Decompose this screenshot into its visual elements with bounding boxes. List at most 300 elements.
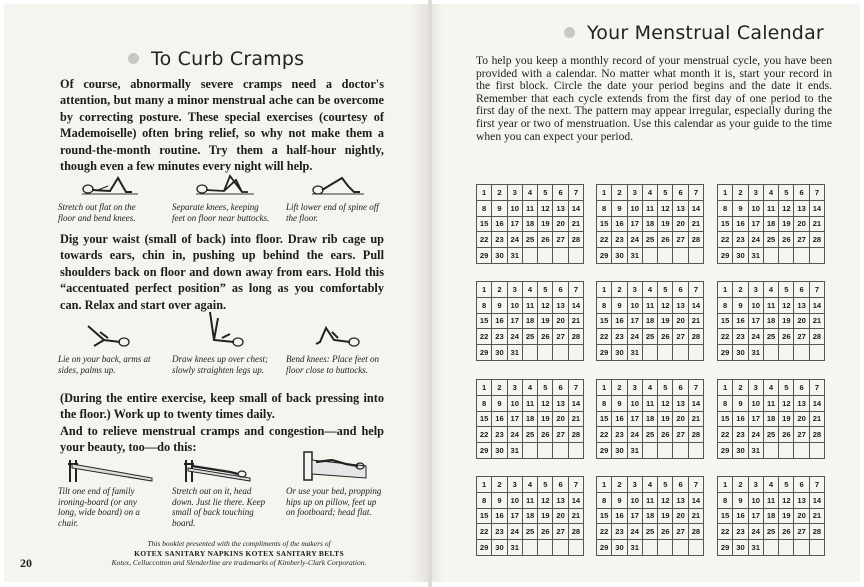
calendar-day-cell[interactable]: 8 xyxy=(477,297,492,313)
calendar-day-cell[interactable]: 1 xyxy=(718,185,733,201)
calendar-day-cell[interactable]: 13 xyxy=(673,200,688,216)
calendar-day-cell[interactable]: 26 xyxy=(538,524,553,540)
calendar-day-cell[interactable]: 15 xyxy=(477,411,492,427)
calendar-day-cell[interactable]: 27 xyxy=(673,524,688,540)
calendar-day-cell[interactable]: 31 xyxy=(627,345,642,361)
calendar-day-cell[interactable]: 21 xyxy=(568,313,583,329)
calendar-day-cell[interactable]: 27 xyxy=(553,427,568,443)
calendar-day-cell[interactable]: 30 xyxy=(612,540,627,556)
calendar-day-cell[interactable] xyxy=(568,540,583,556)
calendar-day-cell[interactable]: 28 xyxy=(809,329,824,345)
calendar-day-cell[interactable]: 16 xyxy=(492,411,507,427)
calendar-day-cell[interactable]: 2 xyxy=(612,185,627,201)
calendar-day-cell[interactable]: 15 xyxy=(477,216,492,232)
calendar-day-cell[interactable]: 30 xyxy=(492,540,507,556)
calendar-day-cell[interactable]: 5 xyxy=(658,185,673,201)
calendar-day-cell[interactable]: 12 xyxy=(658,492,673,508)
calendar-day-cell[interactable]: 6 xyxy=(794,282,809,298)
calendar-day-cell[interactable]: 28 xyxy=(809,232,824,248)
calendar-day-cell[interactable]: 24 xyxy=(627,329,642,345)
calendar-day-cell[interactable]: 31 xyxy=(507,248,522,264)
calendar-day-cell[interactable]: 29 xyxy=(477,345,492,361)
calendar-day-cell[interactable]: 12 xyxy=(779,200,794,216)
calendar-day-cell[interactable] xyxy=(673,345,688,361)
calendar-day-cell[interactable]: 26 xyxy=(658,524,673,540)
calendar-day-cell[interactable]: 13 xyxy=(794,395,809,411)
calendar-day-cell[interactable] xyxy=(794,540,809,556)
calendar-day-cell[interactable]: 15 xyxy=(597,313,612,329)
calendar-day-cell[interactable]: 24 xyxy=(507,232,522,248)
calendar-day-cell[interactable]: 10 xyxy=(748,492,763,508)
calendar-day-cell[interactable]: 22 xyxy=(597,232,612,248)
calendar-day-cell[interactable]: 29 xyxy=(718,540,733,556)
calendar-day-cell[interactable]: 21 xyxy=(809,313,824,329)
calendar-day-cell[interactable]: 17 xyxy=(507,313,522,329)
calendar-day-cell[interactable]: 16 xyxy=(492,508,507,524)
calendar-day-cell[interactable]: 1 xyxy=(597,282,612,298)
calendar-day-cell[interactable]: 7 xyxy=(809,477,824,493)
calendar-day-cell[interactable]: 14 xyxy=(688,395,703,411)
calendar-day-cell[interactable]: 13 xyxy=(673,492,688,508)
calendar-day-cell[interactable]: 25 xyxy=(763,427,778,443)
calendar-day-cell[interactable]: 7 xyxy=(688,185,703,201)
calendar-day-cell[interactable]: 18 xyxy=(522,411,537,427)
calendar-day-cell[interactable]: 26 xyxy=(658,329,673,345)
calendar-day-cell[interactable]: 21 xyxy=(809,508,824,524)
calendar-day-cell[interactable]: 12 xyxy=(538,492,553,508)
calendar-day-cell[interactable]: 19 xyxy=(658,313,673,329)
calendar-day-cell[interactable]: 1 xyxy=(718,380,733,396)
calendar-day-cell[interactable]: 6 xyxy=(794,477,809,493)
calendar-day-cell[interactable]: 6 xyxy=(553,380,568,396)
calendar-day-cell[interactable]: 28 xyxy=(568,524,583,540)
calendar-day-cell[interactable] xyxy=(809,248,824,264)
calendar-day-cell[interactable]: 6 xyxy=(553,477,568,493)
calendar-day-cell[interactable]: 28 xyxy=(568,329,583,345)
calendar-day-cell[interactable]: 7 xyxy=(809,282,824,298)
calendar-day-cell[interactable]: 29 xyxy=(477,443,492,459)
calendar-day-cell[interactable]: 4 xyxy=(642,380,657,396)
calendar-day-cell[interactable]: 14 xyxy=(568,297,583,313)
calendar-day-cell[interactable]: 7 xyxy=(809,185,824,201)
calendar-day-cell[interactable]: 4 xyxy=(763,477,778,493)
calendar-day-cell[interactable]: 12 xyxy=(538,297,553,313)
calendar-day-cell[interactable]: 22 xyxy=(718,524,733,540)
calendar-day-cell[interactable]: 4 xyxy=(522,185,537,201)
calendar-day-cell[interactable]: 14 xyxy=(809,297,824,313)
calendar-day-cell[interactable]: 18 xyxy=(763,411,778,427)
calendar-day-cell[interactable]: 16 xyxy=(612,216,627,232)
calendar-day-cell[interactable]: 6 xyxy=(794,380,809,396)
calendar-day-cell[interactable]: 14 xyxy=(688,492,703,508)
calendar-day-cell[interactable]: 10 xyxy=(748,395,763,411)
calendar-day-cell[interactable]: 21 xyxy=(568,411,583,427)
calendar-day-cell[interactable]: 8 xyxy=(597,492,612,508)
calendar-day-cell[interactable]: 8 xyxy=(477,492,492,508)
calendar-day-cell[interactable] xyxy=(553,540,568,556)
calendar-day-cell[interactable] xyxy=(568,443,583,459)
calendar-day-cell[interactable]: 17 xyxy=(748,508,763,524)
calendar-day-cell[interactable]: 11 xyxy=(763,395,778,411)
calendar-day-cell[interactable]: 30 xyxy=(492,345,507,361)
calendar-day-cell[interactable]: 20 xyxy=(794,313,809,329)
calendar-day-cell[interactable]: 20 xyxy=(794,216,809,232)
calendar-day-cell[interactable]: 9 xyxy=(612,395,627,411)
calendar-day-cell[interactable] xyxy=(658,248,673,264)
calendar-day-cell[interactable]: 9 xyxy=(612,492,627,508)
calendar-day-cell[interactable]: 25 xyxy=(522,232,537,248)
calendar-day-cell[interactable] xyxy=(642,345,657,361)
calendar-day-cell[interactable]: 20 xyxy=(553,313,568,329)
calendar-day-cell[interactable]: 18 xyxy=(522,216,537,232)
calendar-day-cell[interactable]: 17 xyxy=(627,216,642,232)
calendar-day-cell[interactable]: 29 xyxy=(718,345,733,361)
calendar-day-cell[interactable]: 9 xyxy=(492,200,507,216)
calendar-day-cell[interactable]: 10 xyxy=(627,200,642,216)
calendar-day-cell[interactable]: 10 xyxy=(507,200,522,216)
calendar-day-cell[interactable] xyxy=(553,345,568,361)
calendar-day-cell[interactable] xyxy=(673,540,688,556)
calendar-day-cell[interactable]: 15 xyxy=(597,411,612,427)
calendar-day-cell[interactable]: 7 xyxy=(688,282,703,298)
calendar-day-cell[interactable]: 9 xyxy=(612,297,627,313)
calendar-day-cell[interactable] xyxy=(642,248,657,264)
calendar-day-cell[interactable] xyxy=(688,540,703,556)
calendar-day-cell[interactable]: 20 xyxy=(553,411,568,427)
calendar-day-cell[interactable]: 24 xyxy=(507,427,522,443)
calendar-day-cell[interactable]: 31 xyxy=(748,345,763,361)
calendar-day-cell[interactable]: 2 xyxy=(612,380,627,396)
calendar-day-cell[interactable]: 27 xyxy=(673,232,688,248)
calendar-day-cell[interactable] xyxy=(522,540,537,556)
calendar-day-cell[interactable] xyxy=(568,248,583,264)
calendar-day-cell[interactable]: 24 xyxy=(627,232,642,248)
calendar-day-cell[interactable]: 10 xyxy=(748,297,763,313)
calendar-day-cell[interactable]: 16 xyxy=(612,411,627,427)
calendar-day-cell[interactable]: 11 xyxy=(522,395,537,411)
calendar-day-cell[interactable]: 3 xyxy=(627,380,642,396)
calendar-day-cell[interactable]: 4 xyxy=(763,380,778,396)
calendar-day-cell[interactable]: 31 xyxy=(627,443,642,459)
calendar-day-cell[interactable]: 31 xyxy=(748,248,763,264)
calendar-day-cell[interactable]: 18 xyxy=(763,508,778,524)
calendar-day-cell[interactable]: 12 xyxy=(658,395,673,411)
calendar-day-cell[interactable] xyxy=(763,248,778,264)
calendar-day-cell[interactable]: 29 xyxy=(477,540,492,556)
calendar-day-cell[interactable]: 21 xyxy=(568,216,583,232)
calendar-day-cell[interactable]: 26 xyxy=(538,329,553,345)
calendar-day-cell[interactable]: 7 xyxy=(688,477,703,493)
calendar-day-cell[interactable]: 7 xyxy=(688,380,703,396)
calendar-day-cell[interactable]: 31 xyxy=(507,540,522,556)
calendar-day-cell[interactable]: 13 xyxy=(794,200,809,216)
calendar-day-cell[interactable]: 15 xyxy=(718,508,733,524)
calendar-day-cell[interactable]: 16 xyxy=(733,508,748,524)
calendar-day-cell[interactable]: 15 xyxy=(597,216,612,232)
calendar-day-cell[interactable]: 25 xyxy=(642,524,657,540)
calendar-day-cell[interactable]: 17 xyxy=(627,411,642,427)
calendar-day-cell[interactable] xyxy=(538,248,553,264)
calendar-day-cell[interactable]: 7 xyxy=(568,282,583,298)
calendar-day-cell[interactable]: 22 xyxy=(477,427,492,443)
calendar-day-cell[interactable]: 31 xyxy=(507,345,522,361)
calendar-day-cell[interactable]: 14 xyxy=(688,200,703,216)
calendar-day-cell[interactable]: 9 xyxy=(492,395,507,411)
calendar-day-cell[interactable]: 22 xyxy=(597,524,612,540)
calendar-day-cell[interactable]: 28 xyxy=(688,232,703,248)
calendar-day-cell[interactable]: 24 xyxy=(748,232,763,248)
calendar-day-cell[interactable]: 19 xyxy=(658,508,673,524)
calendar-day-cell[interactable]: 16 xyxy=(492,216,507,232)
calendar-day-cell[interactable]: 19 xyxy=(538,216,553,232)
calendar-day-cell[interactable]: 23 xyxy=(612,524,627,540)
calendar-day-cell[interactable]: 24 xyxy=(748,427,763,443)
calendar-day-cell[interactable]: 19 xyxy=(538,313,553,329)
calendar-day-cell[interactable]: 13 xyxy=(794,297,809,313)
calendar-day-cell[interactable]: 16 xyxy=(492,313,507,329)
calendar-day-cell[interactable]: 7 xyxy=(568,477,583,493)
calendar-day-cell[interactable]: 20 xyxy=(794,411,809,427)
calendar-day-cell[interactable]: 16 xyxy=(733,216,748,232)
calendar-day-cell[interactable]: 11 xyxy=(642,297,657,313)
calendar-day-cell[interactable]: 19 xyxy=(538,508,553,524)
calendar-day-cell[interactable]: 23 xyxy=(612,232,627,248)
calendar-day-cell[interactable]: 24 xyxy=(627,427,642,443)
calendar-day-cell[interactable]: 4 xyxy=(763,185,778,201)
calendar-day-cell[interactable]: 18 xyxy=(642,216,657,232)
calendar-day-cell[interactable]: 22 xyxy=(597,427,612,443)
calendar-day-cell[interactable] xyxy=(794,345,809,361)
calendar-day-cell[interactable]: 30 xyxy=(492,443,507,459)
calendar-day-cell[interactable]: 19 xyxy=(779,313,794,329)
calendar-day-cell[interactable]: 23 xyxy=(733,524,748,540)
calendar-day-cell[interactable]: 4 xyxy=(642,282,657,298)
calendar-day-cell[interactable]: 17 xyxy=(627,508,642,524)
calendar-day-cell[interactable]: 25 xyxy=(522,524,537,540)
calendar-day-cell[interactable]: 17 xyxy=(507,411,522,427)
calendar-day-cell[interactable] xyxy=(658,345,673,361)
calendar-day-cell[interactable]: 24 xyxy=(748,329,763,345)
calendar-day-cell[interactable]: 19 xyxy=(538,411,553,427)
calendar-day-cell[interactable]: 12 xyxy=(658,200,673,216)
calendar-day-cell[interactable]: 12 xyxy=(658,297,673,313)
calendar-day-cell[interactable]: 13 xyxy=(553,492,568,508)
calendar-day-cell[interactable]: 1 xyxy=(477,185,492,201)
calendar-day-cell[interactable]: 31 xyxy=(627,540,642,556)
calendar-day-cell[interactable] xyxy=(538,345,553,361)
calendar-day-cell[interactable]: 1 xyxy=(718,477,733,493)
calendar-day-cell[interactable] xyxy=(779,248,794,264)
calendar-day-cell[interactable]: 10 xyxy=(507,492,522,508)
calendar-day-cell[interactable]: 6 xyxy=(553,282,568,298)
calendar-day-cell[interactable]: 20 xyxy=(673,216,688,232)
calendar-day-cell[interactable]: 1 xyxy=(477,477,492,493)
calendar-day-cell[interactable]: 28 xyxy=(809,427,824,443)
calendar-day-cell[interactable]: 21 xyxy=(688,216,703,232)
calendar-day-cell[interactable]: 27 xyxy=(673,427,688,443)
calendar-day-cell[interactable]: 17 xyxy=(748,216,763,232)
calendar-day-cell[interactable]: 22 xyxy=(718,329,733,345)
calendar-day-cell[interactable]: 23 xyxy=(733,427,748,443)
calendar-day-cell[interactable]: 25 xyxy=(763,524,778,540)
calendar-day-cell[interactable]: 13 xyxy=(553,297,568,313)
calendar-day-cell[interactable]: 21 xyxy=(688,411,703,427)
calendar-day-cell[interactable]: 14 xyxy=(568,492,583,508)
calendar-day-cell[interactable]: 14 xyxy=(568,395,583,411)
calendar-day-cell[interactable]: 6 xyxy=(553,185,568,201)
calendar-day-cell[interactable]: 8 xyxy=(718,200,733,216)
calendar-day-cell[interactable]: 20 xyxy=(673,411,688,427)
calendar-day-cell[interactable]: 27 xyxy=(673,329,688,345)
calendar-day-cell[interactable]: 31 xyxy=(748,540,763,556)
calendar-day-cell[interactable]: 20 xyxy=(553,508,568,524)
calendar-day-cell[interactable]: 21 xyxy=(809,216,824,232)
calendar-day-cell[interactable]: 12 xyxy=(779,297,794,313)
calendar-day-cell[interactable]: 3 xyxy=(507,185,522,201)
calendar-day-cell[interactable]: 11 xyxy=(642,200,657,216)
calendar-day-cell[interactable]: 15 xyxy=(718,216,733,232)
calendar-day-cell[interactable]: 4 xyxy=(642,477,657,493)
calendar-day-cell[interactable]: 2 xyxy=(733,477,748,493)
calendar-day-cell[interactable]: 2 xyxy=(492,185,507,201)
calendar-day-cell[interactable]: 5 xyxy=(658,380,673,396)
calendar-day-cell[interactable]: 20 xyxy=(673,508,688,524)
calendar-day-cell[interactable]: 28 xyxy=(568,232,583,248)
calendar-day-cell[interactable]: 24 xyxy=(507,524,522,540)
calendar-day-cell[interactable]: 1 xyxy=(477,282,492,298)
calendar-day-cell[interactable]: 5 xyxy=(779,477,794,493)
calendar-day-cell[interactable]: 30 xyxy=(492,248,507,264)
calendar-day-cell[interactable]: 22 xyxy=(597,329,612,345)
calendar-day-cell[interactable]: 23 xyxy=(492,524,507,540)
calendar-day-cell[interactable]: 10 xyxy=(507,395,522,411)
calendar-day-cell[interactable]: 26 xyxy=(779,232,794,248)
calendar-day-cell[interactable]: 12 xyxy=(779,395,794,411)
calendar-day-cell[interactable]: 20 xyxy=(553,216,568,232)
calendar-day-cell[interactable] xyxy=(522,443,537,459)
calendar-day-cell[interactable]: 23 xyxy=(612,427,627,443)
calendar-day-cell[interactable]: 30 xyxy=(612,443,627,459)
calendar-day-cell[interactable]: 26 xyxy=(779,427,794,443)
calendar-day-cell[interactable]: 30 xyxy=(612,248,627,264)
calendar-day-cell[interactable]: 8 xyxy=(477,200,492,216)
calendar-day-cell[interactable]: 14 xyxy=(809,395,824,411)
calendar-day-cell[interactable]: 2 xyxy=(492,282,507,298)
calendar-day-cell[interactable] xyxy=(658,540,673,556)
calendar-day-cell[interactable]: 21 xyxy=(568,508,583,524)
calendar-day-cell[interactable]: 3 xyxy=(507,282,522,298)
calendar-day-cell[interactable]: 7 xyxy=(809,380,824,396)
calendar-day-cell[interactable]: 6 xyxy=(673,380,688,396)
calendar-day-cell[interactable]: 17 xyxy=(507,508,522,524)
calendar-day-cell[interactable]: 5 xyxy=(538,477,553,493)
calendar-day-cell[interactable] xyxy=(809,443,824,459)
calendar-day-cell[interactable] xyxy=(538,443,553,459)
calendar-day-cell[interactable]: 2 xyxy=(492,477,507,493)
calendar-day-cell[interactable]: 31 xyxy=(748,443,763,459)
calendar-day-cell[interactable] xyxy=(522,248,537,264)
calendar-day-cell[interactable]: 28 xyxy=(688,524,703,540)
calendar-day-cell[interactable]: 18 xyxy=(522,508,537,524)
calendar-day-cell[interactable]: 6 xyxy=(673,477,688,493)
calendar-day-cell[interactable]: 1 xyxy=(477,380,492,396)
calendar-day-cell[interactable]: 5 xyxy=(779,185,794,201)
calendar-day-cell[interactable]: 8 xyxy=(718,297,733,313)
calendar-day-cell[interactable]: 29 xyxy=(718,443,733,459)
calendar-day-cell[interactable]: 19 xyxy=(658,411,673,427)
calendar-day-cell[interactable]: 15 xyxy=(718,411,733,427)
calendar-day-cell[interactable]: 27 xyxy=(794,329,809,345)
calendar-day-cell[interactable]: 11 xyxy=(642,492,657,508)
calendar-day-cell[interactable]: 27 xyxy=(553,232,568,248)
calendar-day-cell[interactable] xyxy=(688,248,703,264)
calendar-day-cell[interactable]: 8 xyxy=(718,492,733,508)
calendar-day-cell[interactable]: 25 xyxy=(642,427,657,443)
calendar-day-cell[interactable]: 14 xyxy=(809,200,824,216)
calendar-day-cell[interactable]: 7 xyxy=(568,185,583,201)
calendar-day-cell[interactable] xyxy=(553,248,568,264)
calendar-day-cell[interactable] xyxy=(642,540,657,556)
calendar-day-cell[interactable]: 29 xyxy=(597,345,612,361)
calendar-day-cell[interactable]: 29 xyxy=(597,540,612,556)
calendar-day-cell[interactable]: 5 xyxy=(538,380,553,396)
calendar-day-cell[interactable]: 5 xyxy=(658,282,673,298)
calendar-day-cell[interactable]: 16 xyxy=(733,313,748,329)
calendar-day-cell[interactable]: 13 xyxy=(553,200,568,216)
calendar-day-cell[interactable]: 4 xyxy=(522,380,537,396)
calendar-day-cell[interactable]: 10 xyxy=(748,200,763,216)
calendar-day-cell[interactable]: 23 xyxy=(733,329,748,345)
calendar-day-cell[interactable]: 22 xyxy=(718,232,733,248)
calendar-day-cell[interactable]: 31 xyxy=(507,443,522,459)
calendar-day-cell[interactable]: 19 xyxy=(779,411,794,427)
calendar-day-cell[interactable]: 13 xyxy=(794,492,809,508)
calendar-day-cell[interactable]: 25 xyxy=(642,329,657,345)
calendar-day-cell[interactable]: 21 xyxy=(688,508,703,524)
calendar-day-cell[interactable]: 28 xyxy=(688,427,703,443)
calendar-day-cell[interactable] xyxy=(763,345,778,361)
calendar-day-cell[interactable]: 5 xyxy=(538,185,553,201)
calendar-day-cell[interactable]: 13 xyxy=(673,395,688,411)
calendar-day-cell[interactable]: 25 xyxy=(763,329,778,345)
calendar-day-cell[interactable] xyxy=(794,248,809,264)
calendar-day-cell[interactable]: 26 xyxy=(779,524,794,540)
calendar-day-cell[interactable]: 19 xyxy=(779,508,794,524)
calendar-day-cell[interactable]: 18 xyxy=(642,508,657,524)
calendar-day-cell[interactable]: 3 xyxy=(627,185,642,201)
calendar-day-cell[interactable]: 17 xyxy=(627,313,642,329)
calendar-day-cell[interactable]: 15 xyxy=(718,313,733,329)
calendar-day-cell[interactable]: 21 xyxy=(809,411,824,427)
calendar-day-cell[interactable] xyxy=(642,443,657,459)
calendar-day-cell[interactable]: 9 xyxy=(492,492,507,508)
calendar-day-cell[interactable]: 5 xyxy=(658,477,673,493)
calendar-day-cell[interactable]: 16 xyxy=(612,313,627,329)
calendar-day-cell[interactable]: 17 xyxy=(748,313,763,329)
calendar-day-cell[interactable]: 30 xyxy=(733,248,748,264)
calendar-day-cell[interactable] xyxy=(794,443,809,459)
calendar-day-cell[interactable]: 27 xyxy=(553,329,568,345)
calendar-day-cell[interactable]: 15 xyxy=(597,508,612,524)
calendar-day-cell[interactable]: 11 xyxy=(763,297,778,313)
calendar-day-cell[interactable]: 28 xyxy=(568,427,583,443)
calendar-day-cell[interactable]: 22 xyxy=(477,524,492,540)
calendar-day-cell[interactable]: 10 xyxy=(627,297,642,313)
calendar-day-cell[interactable]: 29 xyxy=(718,248,733,264)
calendar-day-cell[interactable]: 2 xyxy=(492,380,507,396)
calendar-day-cell[interactable]: 16 xyxy=(733,411,748,427)
calendar-day-cell[interactable]: 27 xyxy=(794,232,809,248)
